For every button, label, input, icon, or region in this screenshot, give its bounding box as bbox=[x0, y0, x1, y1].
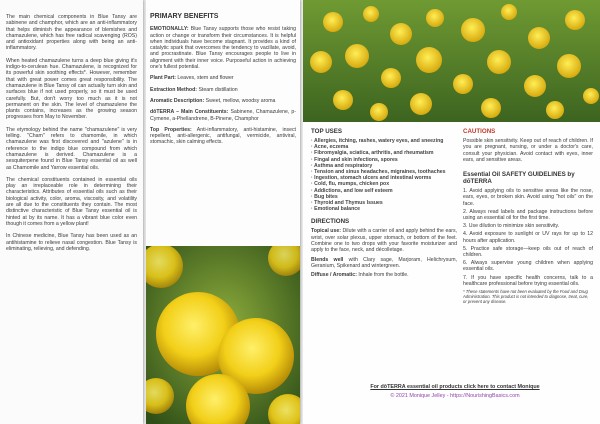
paragraph: When heated chamazulene turns a deep blue giving it's indigo-to-cerulean hue. Chamazulene, is recognized for its powerful skin soothing effects*. However, remember that with great power comes great responsibility. The chamazulene in Blue Tansy oil can actually turn skin and surfaces blue if not used properly, so it must be used carefully. But, don't worry too much as it is not permanent on the skin. The level of chamazulene the plants contains, increases as the growing season progresses from May to November. bbox=[6, 57, 137, 121]
list-item: · Emotional balance bbox=[311, 206, 361, 213]
extraction-label: Extraction Method: bbox=[150, 86, 197, 93]
cautions-text: Possible skin sensitivity. Keep out of reach of children. If you are pregnant, nursing, or under a doctor's care, consult your physician. Avoid contact with eyes, inner ears, and sensitive areas. bbox=[463, 138, 593, 163]
fda-disclaimer: * These statements have not been evaluated by the Food and Drug Administration. This product is not intended to diagnose, treat, cure, or prevent any disease. bbox=[463, 289, 589, 305]
diffuse-label: Diffuse / Aromatic: bbox=[311, 272, 357, 279]
list-item: 1. Avoid applying oils to sensitive areas like the nose, ears, eyes, or broken skin. Avoid using "hot oils" on the face. bbox=[463, 188, 593, 207]
list-item: 5. Practice safe storage—keep oils out of reach of children. bbox=[463, 245, 593, 259]
plant-part-label: Plant Part: bbox=[150, 75, 176, 82]
tansy-field-photo bbox=[303, 0, 600, 122]
list-item: · Allergies, itching, rashes, watery eyes, and sneezing bbox=[311, 138, 444, 144]
plant-part-value: Leaves, stem and flower bbox=[177, 75, 234, 82]
diffuse-text: Inhale from the bottle. bbox=[358, 272, 409, 279]
copyright-link[interactable]: © 2021 Monique Jelley - https://NourishingBasics.com bbox=[390, 393, 520, 399]
brochure-page-left bbox=[0, 0, 143, 424]
properties-value: Anti-inflammatory, anti-histamine, insect repellent, anti-allergenic, antifungal, vermicide, antiviral, stomachic, skin calming effects. bbox=[150, 126, 296, 146]
chemistry-text bbox=[6, 14, 137, 258]
paragraph: The etymology behind the name "chamazulene" is very telling. "Cham" refers to chamomile, in which chamazulene was first discovered and "azulene" is in reference to the indigo blue compound from which chamazulene is derived. Chamazulene is a sesquiterpene found in Blue Tansy essential oil as well as Chamomile and Yarrow essential oils. bbox=[6, 126, 137, 171]
aroma-label: Aromatic Description: bbox=[150, 97, 205, 104]
safety-heading: Essential Oil SAFETY GUIDELINES by dōTERRA bbox=[463, 171, 575, 186]
list-item: 3. Use dilution to minimize skin sensitivity. bbox=[463, 223, 560, 230]
constituents-label: dōTERRA – Main Constituents: bbox=[150, 109, 229, 116]
list-item: · Acne, eczema bbox=[311, 144, 349, 151]
uses-directions-section bbox=[311, 128, 457, 279]
emotionally-text: Blue Tansy supports those who resist taking action or change or transform their circumstances. It is helpful when individuals have become stagnant. It provides a kind of catalytic spark that overcomes the tendency to vacillate, avoid, and procrastinate. Blue Tansy encourages people to live in alignment with their inner voice. Purposeful action in achieving one's fullest potential. bbox=[150, 26, 296, 71]
safety-list bbox=[463, 188, 593, 287]
list-item: · Ingestion, stomach ulcers and intestinal worms bbox=[311, 175, 432, 182]
list-item: · Addictions, and low self esteem bbox=[311, 187, 393, 194]
list-item: · Fibromyalgia, sciatica, arthritis, and rheumatism bbox=[311, 150, 434, 157]
list-item: · Bug bites bbox=[311, 193, 338, 200]
list-item: · Fingal and skin infections, spores bbox=[311, 156, 398, 163]
brochure-page-right bbox=[303, 0, 600, 424]
list-item: 6. Always supervise young children when applying essential oils. bbox=[463, 260, 593, 273]
topical-text: Dilute with a carrier oil and apply behind the ears, wrist, over solar plexus, upper stomach, or bottom of the feet. Combine one to two drops with your favorite moisturizer and apply to the face, neck, and décolletage. bbox=[311, 228, 457, 254]
list-item: 4. Avoid exposure to sunlight or UV rays for up to 12 hours after application. bbox=[463, 231, 593, 244]
contact-link[interactable]: For dōTERRA essential oil products click here to contact Monique bbox=[370, 384, 540, 390]
properties-label: Top Properties: bbox=[150, 126, 192, 133]
benefits-section bbox=[150, 14, 296, 151]
emotionally-label: EMOTIONALLY: bbox=[150, 26, 189, 33]
list-item: · Cold, flu, mumps, chicken pox bbox=[311, 181, 390, 188]
list-item: 2. Always read labels and package instructions before using an essential oil for the first time. bbox=[463, 208, 593, 221]
topical-label: Topical use: bbox=[311, 228, 341, 235]
list-item: · Thyroid and Thymus Issues bbox=[311, 200, 383, 207]
constituents-value: Sabinene, Chamazulene, p-Cymene, a-Phellandrene, B-Pinene, Champhor bbox=[150, 109, 297, 122]
section-heading: PRIMARY BENEFITS bbox=[150, 13, 219, 20]
list-item: · Tension and sinus headaches, migraines, toothaches bbox=[311, 169, 446, 176]
list-item: · Asthma and respiratory bbox=[311, 162, 373, 169]
blends-text: with Clary sage, Marjoram, Helichrysum, Geranium, Spikenard and wintergreen. bbox=[311, 256, 457, 269]
top-uses-heading: TOP USES bbox=[311, 128, 343, 135]
paragraph: The chemical constituents contained in essential oils play an irreplaceable role in determining their characteristics. Attributes of essential oils such as their biological activity, color, aroma, viscosity, and volatility are all due to the constituents they contain. The most distinctive characteristic of Blue Tansy essential oil is hinted at by its name. It has a vibrant blue color even though it comes from a yellow plant! bbox=[6, 176, 137, 227]
extraction-value: Steam distillation bbox=[198, 86, 238, 93]
top-uses-list bbox=[311, 138, 457, 212]
cautions-safety-section bbox=[463, 128, 593, 307]
paragraph: In Chinese medicine, Blue Tansy has been used as an antihistamine to relieve nasal congestion. Blue Tansy is eliminating, relieving, and defending. bbox=[6, 233, 137, 252]
directions-heading: DIRECTIONS bbox=[311, 218, 350, 226]
brochure-page-middle bbox=[146, 0, 300, 424]
cautions-heading: CAUTIONS bbox=[463, 128, 496, 135]
blends-label: Blends well bbox=[311, 256, 344, 263]
paragraph: The main chemical components in Blue Tansy are sabinene and champhor, which are an anti-inflammatory that helps diminish the appearance of blemishes and chamazulene, which has free radical scavenging (ROS) and antioxidant properties along with being an anti-inflammatory. bbox=[6, 14, 137, 52]
footer bbox=[315, 384, 595, 399]
tansy-closeup-photo bbox=[146, 246, 300, 424]
list-item: 7. If you have specific health concerns, talk to a healthcare professional before trying essential oils. bbox=[463, 274, 593, 287]
aroma-value: Sweet, mellow, woodsy aroma bbox=[205, 97, 276, 104]
